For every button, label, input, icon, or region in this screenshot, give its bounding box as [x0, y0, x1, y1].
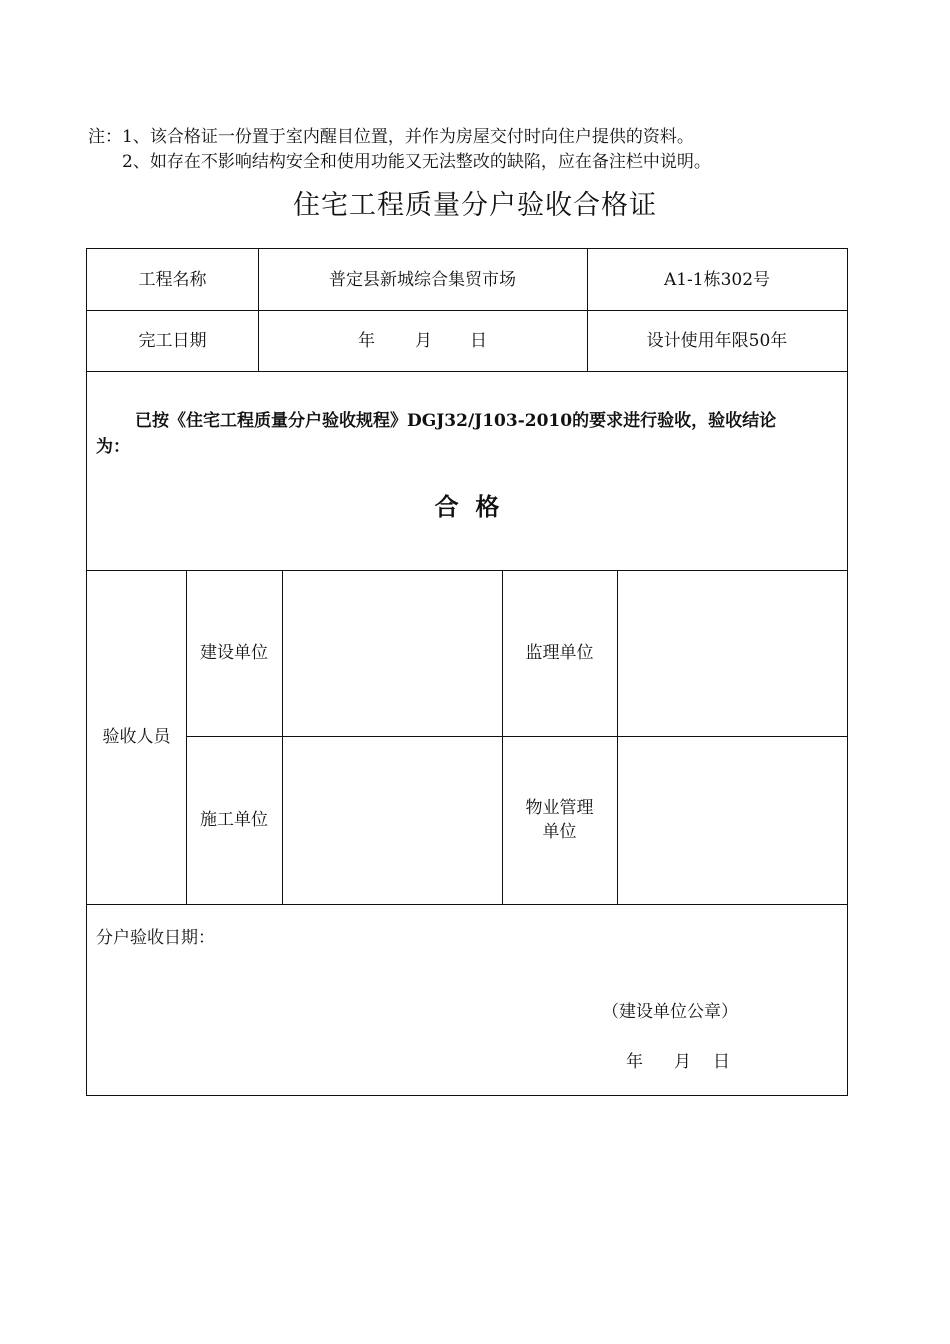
- footer-day: 日: [713, 1052, 730, 1072]
- design-life: 设计使用年限50年: [646, 330, 788, 351]
- builder-unit-signature[interactable]: [282, 736, 502, 904]
- certificate-table: [86, 248, 848, 1096]
- property-mgmt-label-line-1: 物业管理: [525, 798, 594, 818]
- completion-date-label: 完工日期: [138, 330, 207, 351]
- conclusion-result: 合 格: [434, 492, 500, 521]
- conclusion-text-line-1: 已按《住宅工程质量分户验收规程》DGJ32/J103-2010的要求进行验收，验收结论: [135, 411, 777, 431]
- property-mgmt-signature[interactable]: [617, 736, 847, 904]
- footer-year: 年: [626, 1052, 643, 1072]
- conclusion-text-line-2: 为：: [96, 437, 130, 457]
- row-divider: [87, 904, 847, 905]
- completion-date-value: [258, 310, 587, 371]
- note-line-1: 注：1、该合格证一份置于室内醒目位置，并作为房屋交付时向住户提供的资料。: [88, 127, 694, 147]
- note-line-2: 2、如存在不影响结构安全和使用功能又无法整改的缺陷，应在备注栏中说明。: [122, 152, 711, 172]
- footer-month: 月: [674, 1052, 691, 1072]
- completion-month: 月: [415, 330, 432, 351]
- unit-number: A1-1栋302号: [663, 269, 771, 290]
- completion-year: 年: [358, 330, 375, 351]
- supervision-unit-label: 监理单位: [525, 643, 594, 663]
- builder-unit-label: 施工单位: [200, 810, 268, 830]
- property-mgmt-label-line-2: 单位: [542, 822, 577, 842]
- construction-unit-label: 建设单位: [200, 643, 268, 663]
- construction-unit-signature[interactable]: [282, 570, 502, 736]
- supervision-unit-signature[interactable]: [617, 570, 847, 736]
- project-name-label: 工程名称: [138, 269, 207, 290]
- inspection-date-label: 分户验收日期：: [96, 928, 215, 948]
- inspectors-label: 验收人员: [102, 727, 171, 747]
- completion-day: 日: [470, 330, 487, 351]
- row-divider: [87, 371, 847, 372]
- property-mgmt-label: [502, 736, 617, 904]
- project-name-value: 普定县新城综合集贸市场: [329, 269, 516, 290]
- page-title: 住宅工程质量分户验收合格证: [293, 190, 657, 221]
- seal-label: （建设单位公章）: [602, 1002, 738, 1022]
